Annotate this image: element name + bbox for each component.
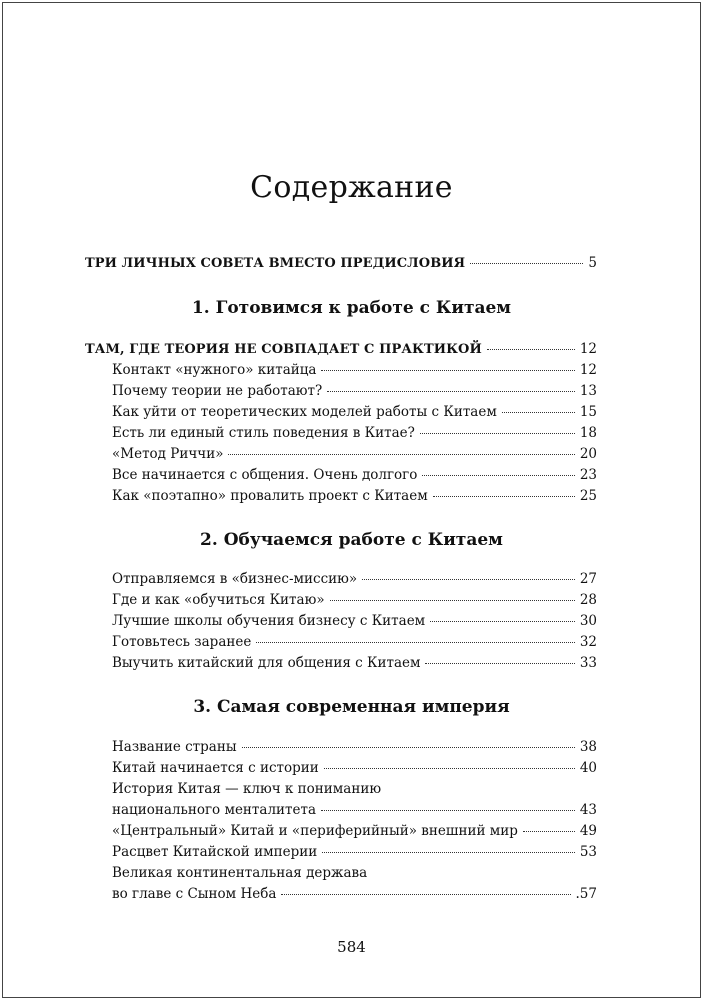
toc-entry-title: Выучить китайский для общения с Китаем: [112, 655, 421, 671]
dot-leader: [242, 747, 575, 748]
toc-entry[interactable]: [112, 760, 597, 776]
toc-entry-title: Почему теории не работают?: [112, 383, 323, 399]
toc-entry-page: 12: [579, 341, 597, 357]
dot-leader: [324, 768, 575, 769]
section-heading-1: 1. Готовимся к работе с Китаем: [191, 298, 512, 318]
toc-entry[interactable]: [112, 802, 597, 818]
section-heading-3: 3. Самая современная империя: [193, 697, 510, 717]
dot-leader: [256, 642, 574, 643]
toc-chapter-entry[interactable]: [85, 341, 597, 357]
toc-entry-page: 20: [579, 446, 597, 462]
dot-leader: [487, 349, 575, 350]
toc-entry-page: 18: [579, 425, 597, 441]
toc-entry[interactable]: [112, 592, 597, 608]
toc-entry-title: «Центральный» Китай и «периферийный» внешний мир: [112, 823, 518, 839]
toc-entry-page: 13: [579, 383, 597, 399]
toc-entry-title: «Метод Риччи»: [112, 446, 224, 462]
dot-leader: [322, 852, 575, 853]
toc-entry[interactable]: [112, 362, 597, 378]
toc-entry[interactable]: [112, 488, 597, 504]
toc-entry-title: Контакт «нужного» китайца: [112, 362, 317, 378]
toc-entry[interactable]: [112, 655, 597, 671]
toc-entry-title: Как уйти от теоретических моделей работы с Китаем: [112, 404, 497, 420]
toc-entry[interactable]: [112, 886, 597, 902]
dot-leader: [362, 579, 575, 580]
dot-leader: [327, 391, 575, 392]
toc-entry-page: 23: [579, 467, 597, 483]
toc-entry[interactable]: [112, 823, 597, 839]
dot-leader: [228, 454, 574, 455]
toc-entry-page: 5: [588, 255, 597, 271]
toc-entry[interactable]: [112, 739, 597, 755]
toc-entry[interactable]: [112, 613, 597, 629]
dot-leader: [420, 433, 575, 434]
toc-entry[interactable]: [112, 404, 597, 420]
dot-leader: [470, 263, 583, 264]
section-heading-2: 2. Обучаемся работе с Китаем: [200, 530, 503, 550]
toc-entry-page: 25: [579, 488, 597, 504]
page-title: Содержание: [250, 170, 453, 205]
toc-entry-title-first-line: Великая континентальная держава: [112, 865, 368, 881]
toc-entry-title-first-line: История Китая — ключ к пониманию: [112, 781, 382, 797]
toc-entry-page: 33: [579, 655, 597, 671]
toc-entry-title: Лучшие школы обучения бизнесу с Китаем: [112, 613, 426, 629]
toc-entry-page: 43: [579, 802, 597, 818]
dot-leader: [422, 475, 574, 476]
toc-entry-title: ТАМ, ГДЕ ТЕОРИЯ НЕ СОВПАДАЕТ С ПРАКТИКОЙ: [85, 342, 482, 357]
toc-entry-title: Где и как «обучиться Китаю»: [112, 592, 325, 608]
dot-leader: [321, 810, 575, 811]
toc-entry[interactable]: [112, 425, 597, 441]
toc-entry[interactable]: [112, 467, 597, 483]
page-number: 584: [337, 938, 366, 956]
dot-leader: [425, 663, 574, 664]
toc-entry-page: 15: [579, 404, 597, 420]
toc-entry-title: ТРИ ЛИЧНЫХ СОВЕТА ВМЕСТО ПРЕДИСЛОВИЯ: [85, 256, 466, 271]
toc-entry-title: Название страны: [112, 739, 237, 755]
toc-entry[interactable]: [112, 383, 597, 399]
toc-entry-page: 32: [579, 634, 597, 650]
toc-entry-title: Все начинается с общения. Очень долгого: [112, 467, 418, 483]
toc-entry-title: во главе с Сыном Неба: [112, 886, 277, 902]
toc-entry-title: Отправляемся в «бизнес-миссию»: [112, 571, 358, 587]
toc-entry-title: Готовьтесь заранее: [112, 634, 252, 650]
toc-entry-page: 40: [579, 760, 597, 776]
toc-entry-page: .57: [575, 886, 597, 902]
toc-entry-title: Расцвет Китайской империи: [112, 844, 318, 860]
toc-entry[interactable]: [112, 571, 597, 587]
toc-entry-title: Есть ли единый стиль поведения в Китае?: [112, 425, 415, 441]
toc-entry[interactable]: [112, 634, 597, 650]
dot-leader: [330, 600, 575, 601]
toc-entry-title: Китай начинается с истории: [112, 760, 319, 776]
dot-leader: [502, 412, 575, 413]
toc-entry-title: национального менталитета: [112, 802, 316, 818]
toc-entry-page: 27: [579, 571, 597, 587]
dot-leader: [433, 496, 575, 497]
dot-leader: [430, 621, 575, 622]
toc-entry-page: 28: [579, 592, 597, 608]
dot-leader: [281, 894, 570, 895]
toc-entry-page: 12: [579, 362, 597, 378]
toc-entry[interactable]: [112, 446, 597, 462]
dot-leader: [321, 370, 574, 371]
toc-entry-title: Как «поэтапно» провалить проект с Китаем: [112, 488, 428, 504]
dot-leader: [523, 831, 575, 832]
toc-entry-page: 38: [579, 739, 597, 755]
toc-entry-page: 30: [579, 613, 597, 629]
toc-entry-page: 49: [579, 823, 597, 839]
toc-entry-preface[interactable]: [85, 255, 597, 271]
toc-entry[interactable]: [112, 844, 597, 860]
toc-entry-page: 53: [579, 844, 597, 860]
